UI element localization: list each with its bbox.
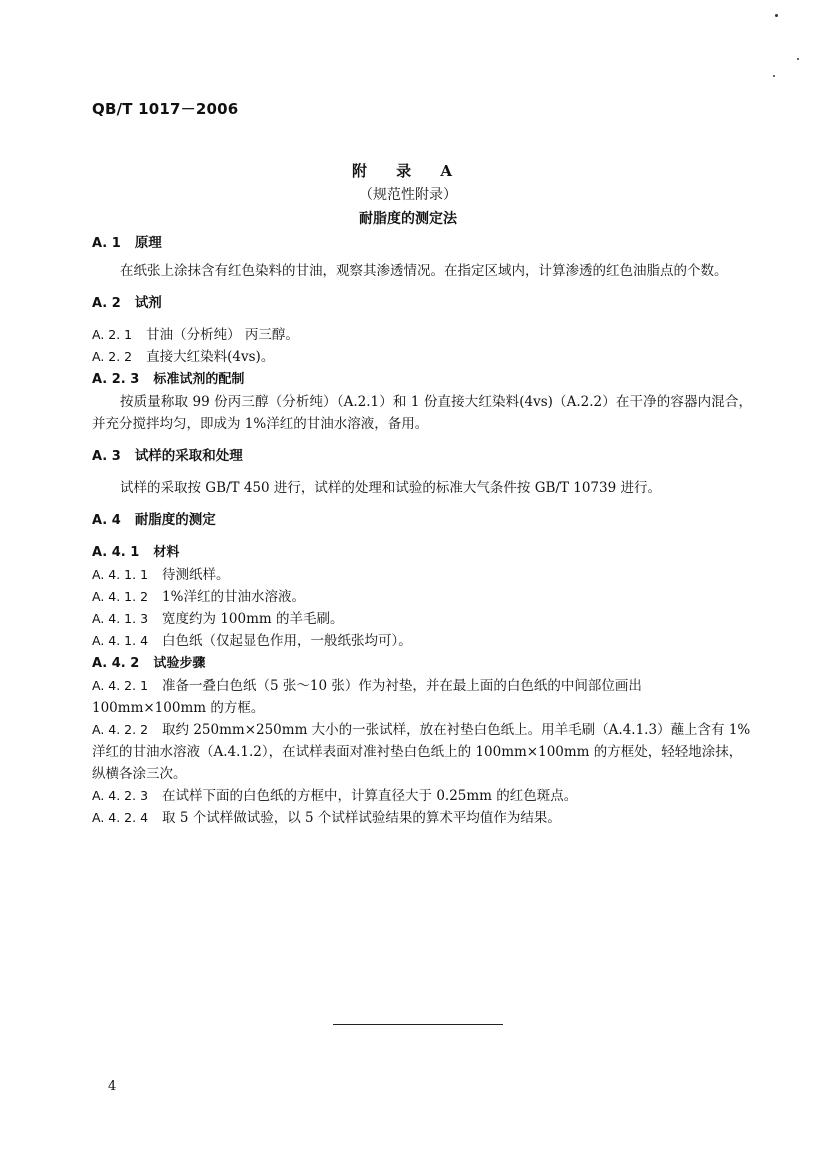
section-title: 试样的采取和处理 — [134, 448, 243, 464]
list-item — [92, 785, 752, 807]
list-item — [92, 719, 752, 785]
item-number: A. 2. 1 — [92, 327, 133, 342]
item-number: A. 4. 1 — [92, 545, 140, 560]
section-number: A. 4 — [92, 513, 121, 528]
list-item — [92, 541, 752, 564]
item-text: 取 5 个试样做试验，以 5 个试样试验结果的算术平均值作为结果。 — [162, 810, 561, 826]
appendix-name: 耐脂度的测定法 — [359, 211, 457, 227]
section-heading-a3 — [92, 445, 752, 467]
item-text: 甘油（分析纯） 丙三醇。 — [146, 327, 299, 343]
section-title: 耐脂度的测定 — [134, 512, 216, 528]
item-number: A. 2. 3 — [92, 372, 140, 387]
appendix-subtitle: （规范性附录） — [359, 187, 457, 203]
section-number: A. 3 — [92, 449, 121, 464]
item-text: 待测纸样。 — [162, 567, 230, 583]
item-number: A. 4. 2. 2 — [92, 722, 149, 737]
item-text: 试验步骤 — [153, 656, 206, 671]
scan-speck — [773, 75, 775, 77]
item-number: A. 4. 1. 2 — [92, 589, 149, 604]
list-item — [92, 675, 752, 719]
list-item — [92, 564, 752, 586]
document-body — [92, 232, 752, 829]
item-text: 白色纸（仅起显色作用，一般纸张均可）。 — [162, 633, 412, 649]
item-number: A. 2. 2 — [92, 349, 133, 364]
item-number: A. 4. 2. 1 — [92, 678, 149, 693]
item-text: 1%洋红的甘油水溶液。 — [162, 589, 305, 605]
section-title: 原理 — [134, 235, 162, 251]
scan-speck — [775, 14, 778, 17]
item-number: A. 4. 1. 4 — [92, 633, 149, 648]
item-number: A. 4. 1. 3 — [92, 611, 149, 626]
section-number: A. 2 — [92, 296, 121, 311]
section-heading-a4 — [92, 509, 752, 531]
item-text: 在试样下面的白色纸的方框中，计算直径大于 0.25mm 的红色斑点。 — [162, 788, 578, 804]
list-item — [92, 368, 752, 391]
item-text: 宽度约为 100mm 的羊毛刷。 — [162, 611, 344, 627]
item-number: A. 4. 1. 1 — [92, 567, 149, 582]
item-text: 材料 — [153, 545, 180, 560]
list-item — [92, 324, 752, 346]
list-item — [92, 346, 752, 368]
page-number: 4 — [108, 1079, 117, 1094]
appendix-title: 附 录 A — [351, 162, 465, 180]
list-item — [92, 608, 752, 630]
list-item — [92, 586, 752, 608]
paragraph-a23: 按质量称取 99 份丙三醇（分析纯）（A.2.1）和 1 份直接大红染料(4vs)（A.2.2）在干净的容器内混合，并充分搅拌均匀，即成为 1%洋红的甘油水溶液，备用。 — [92, 394, 752, 432]
paragraph-a3: 试样的采取按 GB/T 450 进行，试样的处理和试验的标准大气条件按 GB/T 10739 进行。 — [120, 480, 661, 496]
item-text: 标准试剂的配制 — [153, 372, 245, 387]
appendix-heading — [0, 160, 816, 230]
section-title: 试剂 — [134, 295, 162, 311]
list-item — [92, 652, 752, 675]
item-number: A. 4. 2. 3 — [92, 788, 149, 803]
paragraph-a1: 在纸张上涂抹含有红色染料的甘油，观察其渗透情况。在指定区域内，计算渗透的红色油脂点的个数。 — [120, 263, 728, 279]
item-number: A. 4. 2. 4 — [92, 810, 149, 825]
item-text: 直接大红染料(4vs)。 — [146, 349, 275, 365]
section-heading-a1 — [92, 232, 752, 254]
end-rule — [333, 1024, 503, 1025]
item-text: 取约 250mm×250mm 大小的一张试样，放在衬垫白色纸上。用羊毛刷（A.4.1.3）蘸上含有 1%洋红的甘油水溶液（A.4.1.2），在试样表面对准衬垫白色纸上的 100mm×100mm 的方框处，轻轻地涂抹，纵横各涂三次。 — [92, 722, 751, 782]
item-number: A. 4. 2 — [92, 656, 140, 671]
section-heading-a2 — [92, 292, 752, 314]
standard-code: QB/T 1017－2006 — [92, 100, 239, 118]
list-item — [92, 630, 752, 652]
item-text: 准备一叠白色纸（5 张～10 张）作为衬垫，并在最上面的白色纸的中间部位画出 100mm×100mm 的方框。 — [92, 678, 642, 716]
scan-speck — [797, 58, 799, 60]
list-item — [92, 807, 752, 829]
section-number: A. 1 — [92, 236, 121, 251]
